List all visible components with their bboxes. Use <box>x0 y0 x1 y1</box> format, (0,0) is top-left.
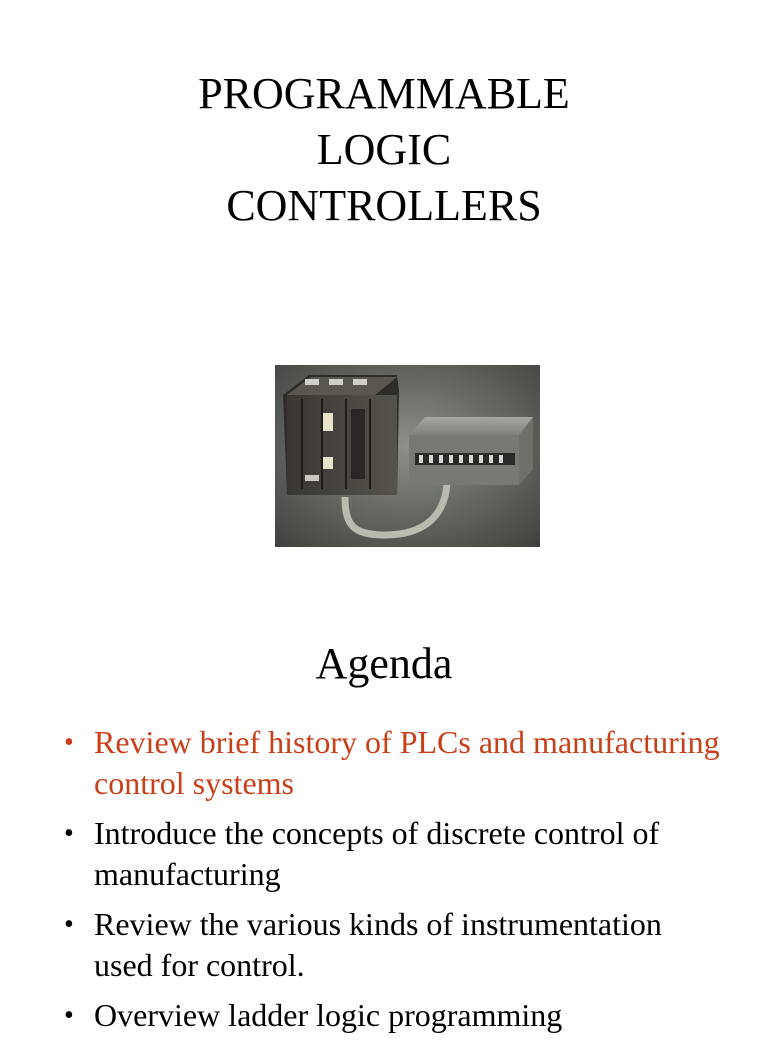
bullet-icon: • <box>64 818 74 849</box>
slide-title-line: PROGRAMMABLE <box>198 69 570 118</box>
bullet-icon: • <box>64 1000 74 1031</box>
agenda-item-text: Review brief history of PLCs and manufacturing control systems <box>94 724 720 801</box>
plc-hardware-photo <box>275 365 540 547</box>
agenda-item <box>0 813 768 895</box>
agenda-item <box>0 722 768 804</box>
agenda-list <box>0 722 768 1045</box>
bullet-icon: • <box>64 727 74 758</box>
slide-title-line: CONTROLLERS <box>226 181 542 230</box>
agenda-item-text: Introduce the concepts of discrete control of manufacturing <box>94 815 660 892</box>
agenda-item-text: Review the various kinds of instrumentation used for control. <box>94 906 662 983</box>
agenda-item-text: Overview ladder logic programming <box>94 997 563 1033</box>
agenda-title: Agenda <box>315 639 453 688</box>
agenda-item <box>0 995 768 1036</box>
bullet-icon: • <box>64 909 74 940</box>
slide-title <box>0 66 768 234</box>
slide-title-line: LOGIC <box>316 125 452 174</box>
agenda-item <box>0 904 768 986</box>
